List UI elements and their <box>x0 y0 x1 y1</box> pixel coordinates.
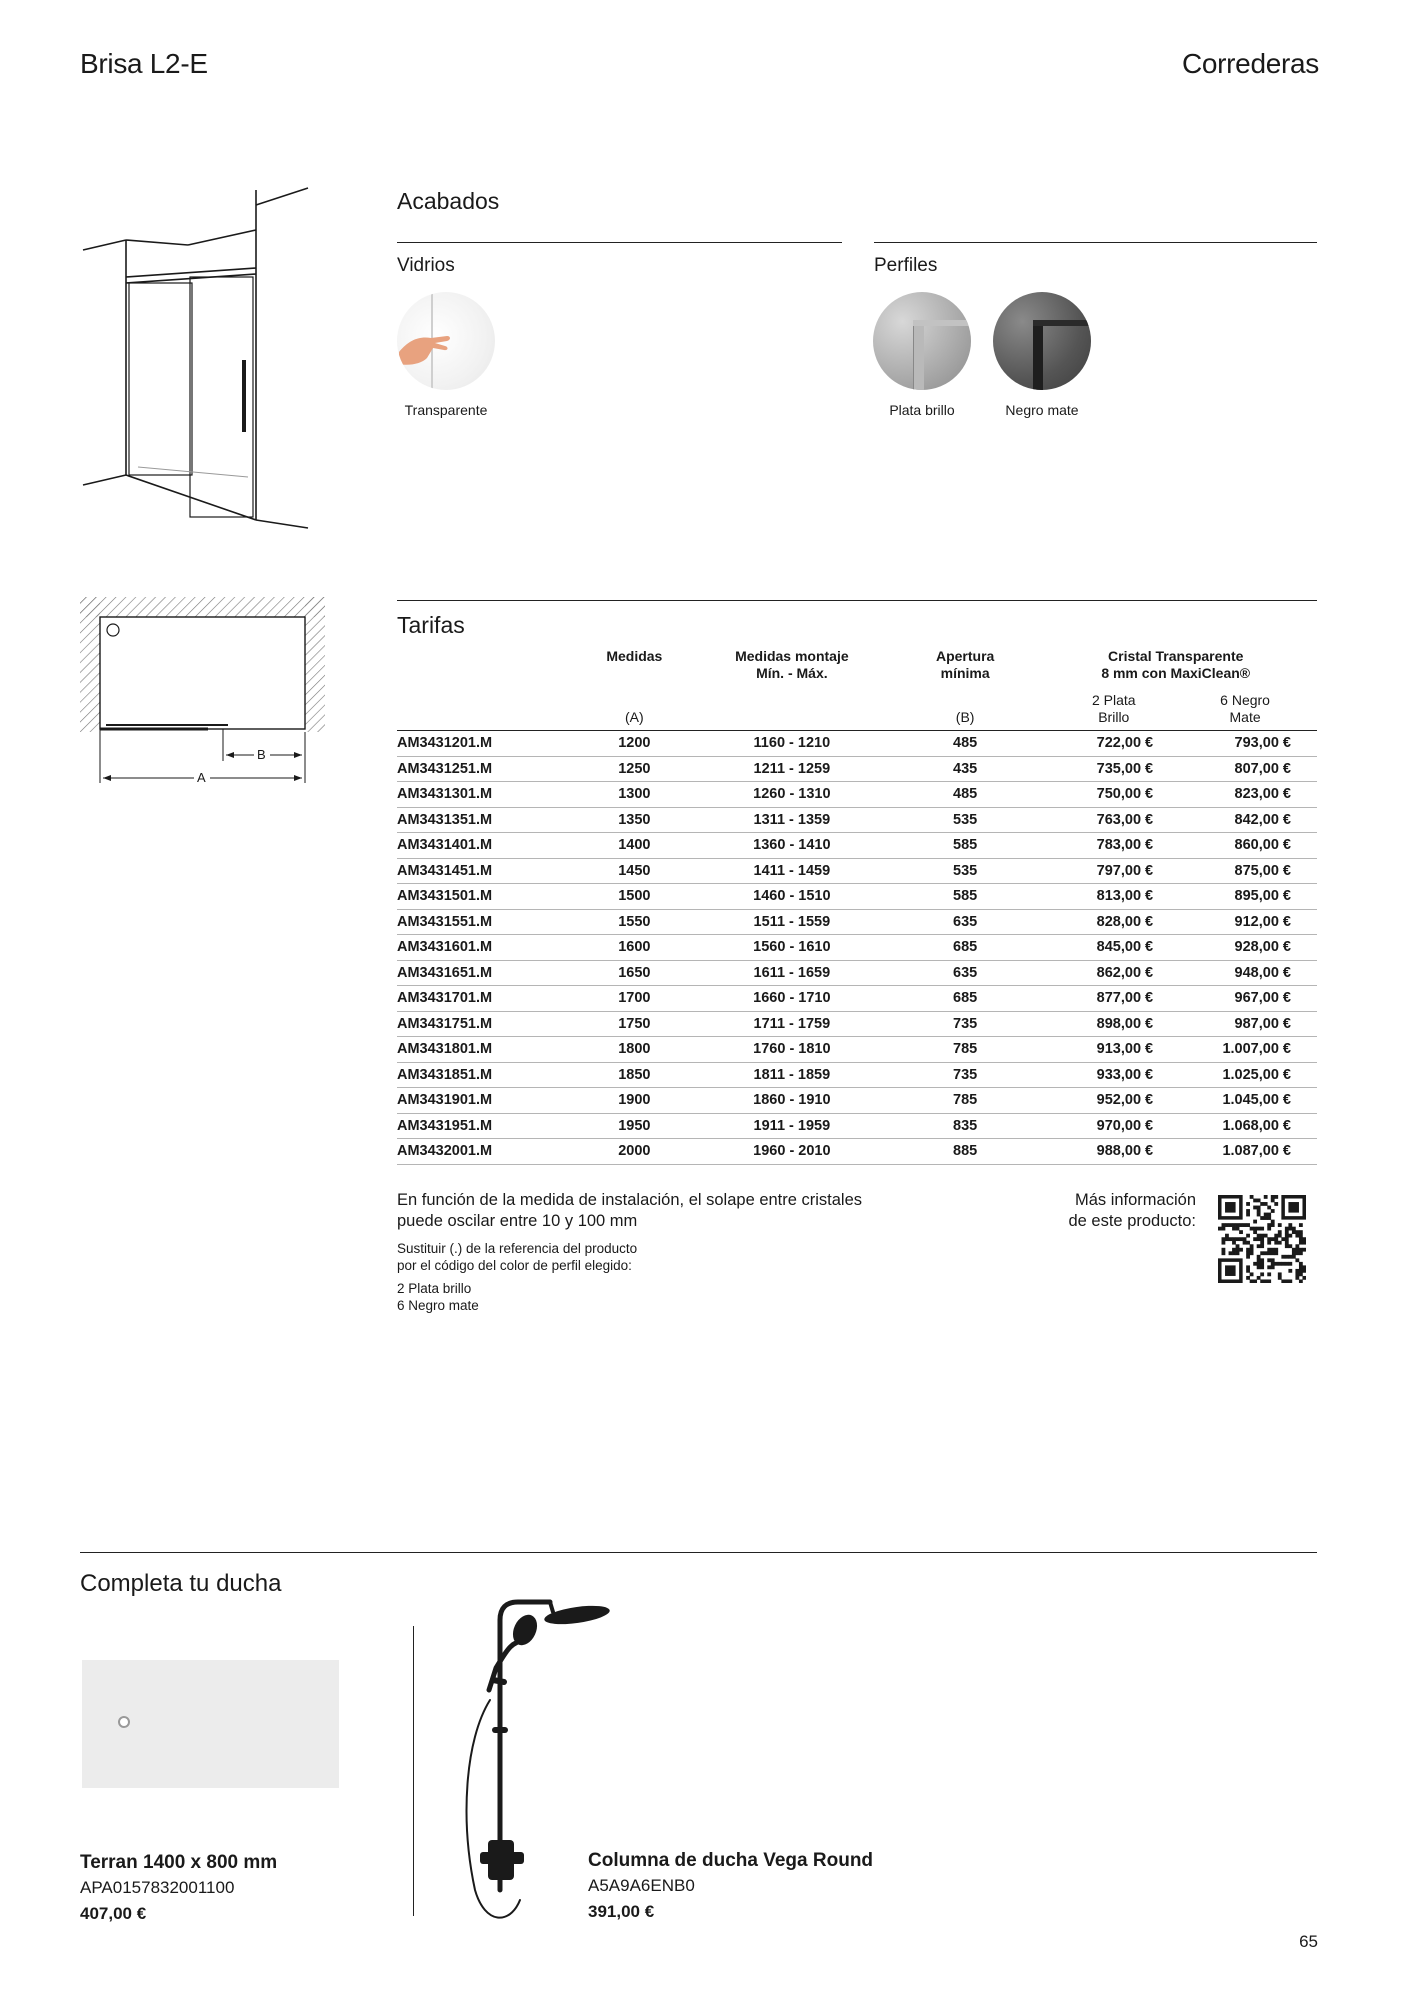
col-apertura-sub: (B) <box>955 709 975 725</box>
cell-price-plata: 750,00 € <box>1034 782 1153 808</box>
col-montaje: Medidas montaje Mín. - Máx. <box>735 648 849 681</box>
table-row <box>397 1088 1317 1114</box>
cell-montaje: 1211 - 1259 <box>688 756 896 782</box>
cell-price-negro: 793,00 € <box>1153 731 1317 757</box>
cell-ref: AM3431501.M <box>397 884 581 910</box>
enclosure-drawing <box>78 185 318 535</box>
cell-price-negro: 1.068,00 € <box>1153 1113 1317 1139</box>
cell-apertura: 485 <box>896 731 1035 757</box>
cell-montaje: 1860 - 1910 <box>688 1088 896 1114</box>
hand-icon <box>397 292 495 390</box>
cell-ref: AM3431851.M <box>397 1062 581 1088</box>
table-row <box>397 1011 1317 1037</box>
profile-swatch-silver[interactable] <box>873 292 971 390</box>
drain-icon <box>118 1716 130 1728</box>
cell-price-negro: 1.025,00 € <box>1153 1062 1317 1088</box>
glass-option-name: Transparente <box>404 402 488 418</box>
cell-price-plata: 898,00 € <box>1034 1011 1153 1037</box>
cell-price-plata: 797,00 € <box>1034 858 1153 884</box>
finishes-title: Acabados <box>397 188 500 214</box>
cell-apertura: 735 <box>896 1062 1035 1088</box>
cell-price-negro: 1.045,00 € <box>1153 1088 1317 1114</box>
cell-price-plata: 763,00 € <box>1034 807 1153 833</box>
cell-apertura: 685 <box>896 935 1035 961</box>
cell-price-negro: 875,00 € <box>1153 858 1317 884</box>
cell-montaje: 1460 - 1510 <box>688 884 896 910</box>
cell-price-negro: 928,00 € <box>1153 935 1317 961</box>
table-row <box>397 909 1317 935</box>
qr-code-icon[interactable] <box>1218 1195 1306 1283</box>
overlap-note: En función de la medida de instalación, el solape entre cristales puede oscilar entre 10 y 100 mm <box>397 1191 863 1230</box>
profile-option-black: Negro mate <box>1005 402 1079 418</box>
col-cristal: Cristal Transparente 8 mm con MaxiClean® <box>1101 648 1251 681</box>
label-a: A <box>197 770 206 785</box>
cell-medida: 1250 <box>581 756 688 782</box>
profile-option-silver: Plata brillo <box>889 402 955 418</box>
cell-ref: AM3431901.M <box>397 1088 581 1114</box>
cell-apertura: 435 <box>896 756 1035 782</box>
cell-apertura: 635 <box>896 909 1035 935</box>
cell-montaje: 1160 - 1210 <box>688 731 896 757</box>
cell-medida: 1850 <box>581 1062 688 1088</box>
cell-apertura: 635 <box>896 960 1035 986</box>
cell-apertura: 535 <box>896 858 1035 884</box>
cell-apertura: 535 <box>896 807 1035 833</box>
cell-price-plata: 722,00 € <box>1034 731 1153 757</box>
cell-apertura: 485 <box>896 782 1035 808</box>
cell-medida: 1600 <box>581 935 688 961</box>
cell-price-negro: 1.087,00 € <box>1153 1139 1317 1165</box>
cell-apertura: 785 <box>896 1088 1035 1114</box>
table-row <box>397 731 1317 757</box>
cell-price-negro: 912,00 € <box>1153 909 1317 935</box>
cell-medida: 1900 <box>581 1088 688 1114</box>
col-negro: 6 Negro Mate <box>1220 692 1270 725</box>
table-row <box>397 1037 1317 1063</box>
cell-ref: AM3431201.M <box>397 731 581 757</box>
cell-apertura: 885 <box>896 1139 1035 1165</box>
col-medidas-sub: (A) <box>625 709 644 725</box>
cell-medida: 1350 <box>581 807 688 833</box>
cell-medida: 2000 <box>581 1139 688 1165</box>
cell-price-negro: 842,00 € <box>1153 807 1317 833</box>
table-row <box>397 1062 1317 1088</box>
cell-price-negro: 823,00 € <box>1153 782 1317 808</box>
product-title: Brisa L2-E <box>80 48 208 79</box>
table-row <box>397 782 1317 808</box>
cell-ref: AM3432001.M <box>397 1139 581 1165</box>
cell-ref: AM3431751.M <box>397 1011 581 1037</box>
profile-swatch-black[interactable] <box>993 292 1091 390</box>
cell-montaje: 1360 - 1410 <box>688 833 896 859</box>
rates-rule <box>397 600 1317 601</box>
table-row <box>397 986 1317 1012</box>
product-2-code: A5A9A6ENB0 <box>588 1876 695 1895</box>
page-number: 65 <box>1299 1932 1318 1951</box>
cell-medida: 1750 <box>581 1011 688 1037</box>
product-2-price: 391,00 € <box>588 1902 655 1921</box>
cell-price-negro: 860,00 € <box>1153 833 1317 859</box>
cell-apertura: 585 <box>896 884 1035 910</box>
cell-ref: AM3431651.M <box>397 960 581 986</box>
price-table-body <box>397 731 1317 1165</box>
cell-medida: 1400 <box>581 833 688 859</box>
cell-apertura: 585 <box>896 833 1035 859</box>
cell-medida: 1700 <box>581 986 688 1012</box>
cell-price-plata: 813,00 € <box>1034 884 1153 910</box>
cell-price-plata: 845,00 € <box>1034 935 1153 961</box>
cell-price-negro: 1.007,00 € <box>1153 1037 1317 1063</box>
cell-price-plata: 988,00 € <box>1034 1139 1153 1165</box>
table-row <box>397 858 1317 884</box>
shower-column-image[interactable] <box>440 1590 610 1940</box>
cell-price-negro: 807,00 € <box>1153 756 1317 782</box>
cell-price-negro: 967,00 € <box>1153 986 1317 1012</box>
cell-price-negro: 987,00 € <box>1153 1011 1317 1037</box>
cell-ref: AM3431701.M <box>397 986 581 1012</box>
cell-montaje: 1260 - 1310 <box>688 782 896 808</box>
substitute-note: Sustituir (.) de la referencia del producto por el código del color de perfil elegido: 2 Plata brillo 6 Negro mate <box>397 1241 638 1313</box>
category-title: Correderas <box>1181 48 1319 79</box>
cell-ref: AM3431801.M <box>397 1037 581 1063</box>
complete-title: Completa tu ducha <box>80 1570 282 1597</box>
complete-rule <box>80 1552 1317 1553</box>
glass-swatch[interactable] <box>397 292 495 390</box>
shower-tray-image[interactable] <box>82 1660 339 1788</box>
cell-price-plata: 735,00 € <box>1034 756 1153 782</box>
cell-ref: AM3431951.M <box>397 1113 581 1139</box>
glass-label: Vidrios <box>397 255 455 276</box>
cell-montaje: 1560 - 1610 <box>688 935 896 961</box>
cell-montaje: 1711 - 1759 <box>688 1011 896 1037</box>
cell-apertura: 735 <box>896 1011 1035 1037</box>
cell-ref: AM3431301.M <box>397 782 581 808</box>
cell-montaje: 1611 - 1659 <box>688 960 896 986</box>
product-1-price: 407,00 € <box>80 1904 147 1923</box>
label-b: B <box>257 747 266 762</box>
table-row <box>397 807 1317 833</box>
cell-montaje: 1311 - 1359 <box>688 807 896 833</box>
cell-ref: AM3431401.M <box>397 833 581 859</box>
products-divider <box>413 1626 414 1916</box>
cell-apertura: 685 <box>896 986 1035 1012</box>
cell-medida: 1950 <box>581 1113 688 1139</box>
cell-montaje: 1511 - 1559 <box>688 909 896 935</box>
cell-price-negro: 895,00 € <box>1153 884 1317 910</box>
cell-price-plata: 952,00 € <box>1034 1088 1153 1114</box>
table-row <box>397 756 1317 782</box>
price-table <box>397 648 1317 1165</box>
cell-montaje: 1660 - 1710 <box>688 986 896 1012</box>
cell-ref: AM3431251.M <box>397 756 581 782</box>
col-medidas: Medidas <box>606 648 663 664</box>
cell-apertura: 785 <box>896 1037 1035 1063</box>
cell-medida: 1500 <box>581 884 688 910</box>
cell-medida: 1200 <box>581 731 688 757</box>
cell-montaje: 1960 - 2010 <box>688 1139 896 1165</box>
finishes-rule-left <box>397 242 842 243</box>
cell-medida: 1650 <box>581 960 688 986</box>
col-plata: 2 Plata Brillo <box>1091 692 1136 725</box>
table-row <box>397 1139 1317 1165</box>
cell-medida: 1300 <box>581 782 688 808</box>
col-apertura: Apertura mínima <box>935 648 995 681</box>
cell-montaje: 1811 - 1859 <box>688 1062 896 1088</box>
table-row <box>397 1113 1317 1139</box>
cell-ref: AM3431551.M <box>397 909 581 935</box>
cell-medida: 1550 <box>581 909 688 935</box>
cell-price-plata: 933,00 € <box>1034 1062 1153 1088</box>
cell-ref: AM3431451.M <box>397 858 581 884</box>
cell-montaje: 1911 - 1959 <box>688 1113 896 1139</box>
plan-diagram <box>78 595 328 795</box>
cell-price-plata: 970,00 € <box>1034 1113 1153 1139</box>
table-row <box>397 833 1317 859</box>
product-1-code: APA0157832001100 <box>80 1878 235 1897</box>
product-2-name[interactable]: Columna de ducha Vega Round <box>588 1850 874 1871</box>
table-row <box>397 884 1317 910</box>
more-info: Más información de este producto: <box>1068 1191 1196 1230</box>
cell-price-plata: 913,00 € <box>1034 1037 1153 1063</box>
cell-ref: AM3431351.M <box>397 807 581 833</box>
cell-price-negro: 948,00 € <box>1153 960 1317 986</box>
cell-price-plata: 877,00 € <box>1034 986 1153 1012</box>
product-1-name[interactable]: Terran 1400 x 800 mm <box>80 1852 278 1873</box>
cell-montaje: 1411 - 1459 <box>688 858 896 884</box>
cell-medida: 1450 <box>581 858 688 884</box>
profiles-label: Perfiles <box>874 255 938 276</box>
finishes-rule-right <box>874 242 1317 243</box>
rates-title: Tarifas <box>397 612 465 638</box>
cell-medida: 1800 <box>581 1037 688 1063</box>
cell-montaje: 1760 - 1810 <box>688 1037 896 1063</box>
table-row <box>397 960 1317 986</box>
cell-ref: AM3431601.M <box>397 935 581 961</box>
table-row <box>397 935 1317 961</box>
cell-apertura: 835 <box>896 1113 1035 1139</box>
cell-price-plata: 828,00 € <box>1034 909 1153 935</box>
cell-price-plata: 862,00 € <box>1034 960 1153 986</box>
cell-price-plata: 783,00 € <box>1034 833 1153 859</box>
